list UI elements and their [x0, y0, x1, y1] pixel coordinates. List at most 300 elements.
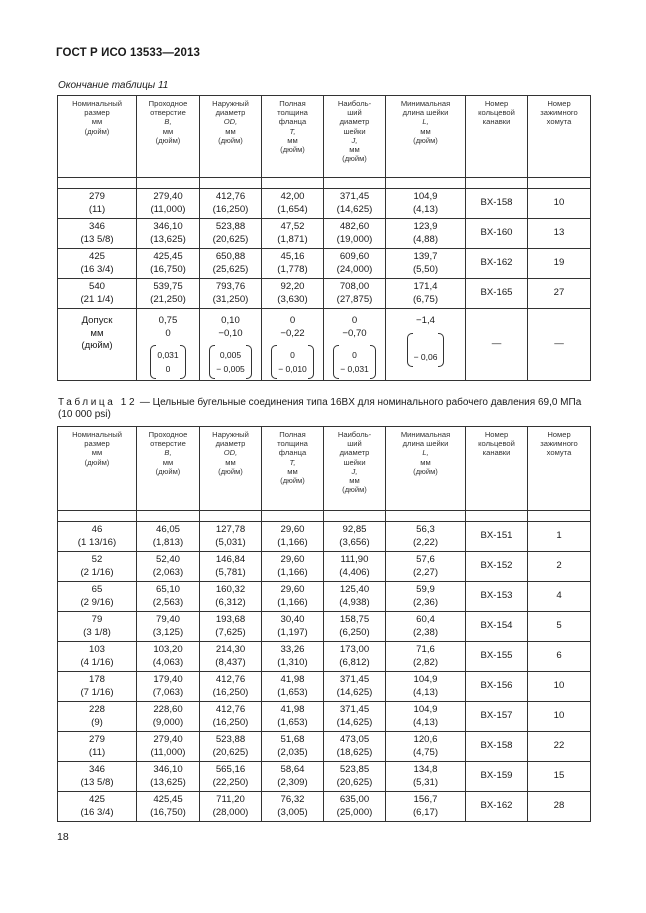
tolerance-bottom: −0,22: [280, 327, 305, 339]
cell-line: (6,812): [339, 656, 370, 668]
cell-l: [386, 762, 466, 792]
cell-clamp: [528, 672, 591, 702]
cell-t: [262, 702, 324, 732]
cell-line: 523,85: [339, 764, 370, 775]
column-header: [58, 427, 137, 511]
cell-j: [324, 702, 386, 732]
cell-line: (4,938): [339, 596, 370, 608]
cell-line: 79: [91, 614, 103, 625]
cell-line: 58,64: [280, 764, 305, 775]
header-text: Номер: [547, 430, 571, 439]
header-text: отверстие: [150, 108, 186, 118]
inch-tolerance-bracket: [150, 345, 185, 379]
cell-line: (4 1/16): [80, 656, 114, 668]
tolerance-top: 0,10: [221, 315, 240, 326]
cell-line: (6,312): [215, 596, 246, 608]
cell-od: [200, 219, 262, 249]
cell-line: 30,40: [280, 614, 305, 625]
cell-line: 57,6: [416, 554, 435, 565]
cell-size: [58, 522, 137, 552]
header-text: L,: [422, 448, 429, 458]
cell-ring: [466, 249, 528, 279]
cell-value: BX-158: [480, 197, 513, 209]
cell-line: 371,45: [339, 704, 370, 715]
column-header: [262, 96, 324, 178]
cell-value: 13: [553, 227, 565, 239]
table2-caption-prefix: Таблица 12: [58, 397, 138, 408]
cell-line: 346: [88, 221, 105, 232]
cell-line: (1,871): [277, 233, 308, 245]
cell-line: 56,3: [416, 524, 435, 535]
spacer-cell: [58, 511, 137, 522]
cell-line: (5,50): [412, 263, 439, 275]
cell-line: 425: [88, 794, 105, 805]
cell-clamp: [528, 249, 591, 279]
cell-value: 5: [556, 620, 562, 632]
cell-line: 156,7: [413, 794, 438, 805]
cell-line: (21,250): [150, 293, 186, 305]
cell-t: [262, 582, 324, 612]
header-text: шейки: [343, 457, 366, 467]
cell-b: [137, 279, 200, 309]
header-text: Минимальная: [400, 430, 451, 439]
tolerance-bottom: −0,10: [218, 327, 243, 339]
cell-size: [58, 702, 137, 732]
cell-value: 2: [556, 560, 562, 572]
cell-ring: [466, 552, 528, 582]
cell-line: (2,22): [412, 536, 439, 548]
cell-line: (14,625): [336, 716, 373, 728]
cell-line: (16,750): [150, 263, 186, 275]
cell-line: 104,9: [413, 191, 438, 202]
cell-line: (20,625): [212, 233, 249, 245]
column-header: [466, 427, 528, 511]
cell-l: [386, 702, 466, 732]
cell-line: 565,16: [215, 764, 246, 775]
cell-value: BX-158: [480, 740, 513, 752]
table-11-continuation: [57, 95, 591, 381]
cell-clamp: [528, 792, 591, 822]
cell-line: 793,76: [215, 281, 246, 292]
cell-value: BX-156: [480, 680, 513, 692]
cell-b: [137, 552, 200, 582]
cell-line: 412,76: [215, 191, 246, 202]
cell-line: 173,00: [339, 644, 370, 655]
cell-line: (7 1/16): [80, 686, 114, 698]
cell-j: [324, 249, 386, 279]
header-text: J,: [351, 135, 358, 145]
column-header: [466, 96, 528, 178]
column-header: [137, 427, 200, 511]
spacer-row: [58, 511, 591, 522]
cell-line: 103,20: [153, 644, 183, 655]
cell-size: [58, 249, 137, 279]
cell-line: 346: [88, 764, 105, 775]
cell-line: (2 9/16): [80, 596, 114, 608]
cell-size: [58, 219, 137, 249]
cell-clamp: [528, 552, 591, 582]
cell-clamp: [528, 582, 591, 612]
cell-line: 425,45: [153, 251, 183, 262]
cell-line: (13 5/8): [80, 776, 114, 788]
header-text: Наиболь-: [337, 99, 372, 108]
table-row: [58, 189, 591, 219]
cell-line: 178: [88, 674, 105, 685]
cell-line: 279: [88, 191, 105, 202]
header-text: шейки: [343, 126, 366, 136]
cell-clamp: [528, 522, 591, 552]
cell-line: (4,88): [412, 233, 439, 245]
cell-j: [324, 522, 386, 552]
cell-value: 6: [556, 650, 562, 662]
cell-line: (11,000): [150, 203, 186, 215]
cell-line: 52,40: [155, 554, 180, 565]
header-text: Полная: [279, 99, 306, 108]
cell-od: [200, 612, 262, 642]
cell-line: (3,125): [152, 626, 184, 638]
cell-line: (19,000): [336, 233, 373, 245]
cell-line: (4,13): [412, 203, 439, 215]
cell-line: 279,40: [153, 734, 183, 745]
cell-j: [324, 552, 386, 582]
cell-line: (13 5/8): [80, 233, 114, 245]
table-row: [58, 762, 591, 792]
header-text: Проходное: [148, 430, 188, 439]
header-text: L,: [422, 117, 429, 127]
cell-line: 412,76: [215, 674, 246, 685]
cell-b: [137, 642, 200, 672]
cell-size: [58, 762, 137, 792]
cell-line: 708,00: [339, 281, 370, 292]
cell-clamp: [528, 219, 591, 249]
cell-clamp: [528, 702, 591, 732]
cell-ring: [466, 522, 528, 552]
cell-ring: [466, 762, 528, 792]
cell-value: 27: [553, 287, 565, 299]
column-header: [528, 96, 591, 178]
cell-size: [58, 612, 137, 642]
column-header: [137, 96, 200, 178]
table-row: [58, 219, 591, 249]
table2-caption-text: — Цельные бугельные соединения типа 16BX для номинального рабочего давления 69,0 МПа (10 000 psi): [58, 397, 582, 420]
cell-line: (2,563): [152, 596, 184, 608]
cell-j: [324, 762, 386, 792]
cell-line: 609,60: [339, 251, 370, 262]
cell-line: 45,16: [280, 251, 305, 262]
table-row: [58, 642, 591, 672]
cell-line: 279: [88, 734, 105, 745]
header-text: (дюйм): [342, 485, 367, 495]
cell-value: BX-151: [480, 530, 513, 542]
cell-t: [262, 219, 324, 249]
spacer-cell: [262, 511, 324, 522]
cell-od: [200, 732, 262, 762]
inch-tolerance-bracket: [271, 345, 314, 379]
cell-j: [324, 279, 386, 309]
header-text: Минимальная: [400, 99, 451, 108]
cell-line: (2,38): [412, 626, 439, 638]
cell-value: BX-155: [480, 650, 513, 662]
cell-clamp: [528, 642, 591, 672]
cell-j: [324, 189, 386, 219]
table-row: [58, 702, 591, 732]
cell-line: 179,40: [153, 674, 183, 685]
tolerance-label: [58, 309, 137, 381]
column-header: [528, 427, 591, 511]
spacer-cell: [324, 178, 386, 189]
cell-t: [262, 672, 324, 702]
cell-l: [386, 189, 466, 219]
header-text: (дюйм): [342, 154, 367, 164]
header-text: кольцевой: [478, 439, 515, 449]
header-text: мм: [349, 476, 360, 486]
cell-b: [137, 189, 200, 219]
tolerance-top: 0: [289, 315, 296, 326]
inch-tolerance-bracket: [333, 345, 376, 379]
header-text: Номинальный: [72, 99, 122, 108]
header-text: Наружный: [212, 430, 249, 439]
cell-line: 158,75: [339, 614, 370, 625]
cell-line: 123,9: [413, 221, 438, 232]
header-row: [58, 96, 591, 178]
cell-line: 59,9: [416, 584, 435, 595]
header-text: (дюйм): [155, 466, 181, 476]
cell-line: (16 3/4): [80, 263, 114, 275]
cell-line: 65: [91, 584, 103, 595]
cell-line: (5,031): [215, 536, 246, 548]
spacer-cell: [466, 511, 528, 522]
cell-value: BX-160: [480, 227, 513, 239]
cell-t: [262, 792, 324, 822]
cell-ring: [466, 612, 528, 642]
cell-line: 79,40: [155, 614, 180, 625]
cell-b: [137, 702, 200, 732]
cell-t: [262, 279, 324, 309]
header-text: Наиболь-: [337, 430, 372, 439]
header-text: (дюйм): [84, 126, 110, 136]
header-text: размер: [84, 439, 110, 449]
cell-line: (27,875): [336, 293, 373, 305]
cell-line: 523,88: [215, 734, 246, 745]
table1-caption: Окончание таблицы 11: [58, 80, 169, 91]
cell-line: (6,250): [339, 626, 370, 638]
header-text: (дюйм): [413, 466, 438, 476]
cell-line: 539,75: [153, 281, 183, 292]
header-text: T,: [289, 126, 296, 136]
cell-line: 425,45: [153, 794, 183, 805]
cell-value: 15: [553, 770, 565, 782]
header-text: Номинальный: [72, 430, 122, 439]
cell-line: (1,653): [277, 686, 308, 698]
cell-line: (2,063): [152, 566, 184, 578]
cell-clamp: [528, 279, 591, 309]
cell-od: [200, 552, 262, 582]
cell-line: (1,813): [152, 536, 184, 548]
header-text: кольцевой: [478, 108, 515, 118]
header-text: B,: [164, 117, 172, 127]
cell-line: 346,10: [153, 764, 183, 775]
cell-size: [58, 279, 137, 309]
header-text: мм: [420, 126, 431, 136]
tolerance-label-line: Допуск: [81, 315, 113, 326]
cell-l: [386, 249, 466, 279]
tolerance-label-line: (дюйм): [81, 340, 113, 351]
column-header: [200, 427, 262, 511]
tolerance-bottom: −0,70: [342, 327, 367, 339]
cell-line: (16,250): [212, 716, 249, 728]
cell-line: 371,45: [339, 191, 370, 202]
spacer-cell: [137, 511, 200, 522]
cell-value: BX-165: [480, 287, 513, 299]
cell-value: BX-154: [480, 620, 513, 632]
cell-clamp: [528, 762, 591, 792]
cell-value: 28: [553, 800, 565, 812]
spacer-cell: [324, 511, 386, 522]
cell-od: [200, 189, 262, 219]
header-text: Номер: [484, 99, 509, 108]
header-text: мм: [162, 126, 174, 136]
cell-b: [137, 219, 200, 249]
header-text: ший: [347, 439, 362, 449]
cell-line: (24,000): [336, 263, 373, 275]
cell-size: [58, 672, 137, 702]
cell-line: 540: [88, 281, 105, 292]
paren-bottom: − 0,010: [278, 364, 307, 374]
cell-line: (3,656): [339, 536, 370, 548]
cell-j: [324, 612, 386, 642]
cell-line: (8,437): [215, 656, 246, 668]
cell-line: 473,05: [339, 734, 370, 745]
cell-line: (2,309): [277, 776, 308, 788]
table-row: [58, 552, 591, 582]
tolerance-ring: [466, 309, 528, 381]
table-row: [58, 582, 591, 612]
cell-line: 635,00: [339, 794, 370, 805]
cell-line: 51,68: [280, 734, 305, 745]
cell-line: (1,166): [277, 566, 308, 578]
cell-j: [324, 582, 386, 612]
cell-line: (2,82): [412, 656, 439, 668]
tolerance-top: −1,4: [416, 315, 435, 326]
column-header: [386, 427, 466, 511]
cell-j: [324, 219, 386, 249]
cell-od: [200, 672, 262, 702]
cell-line: (5,31): [412, 776, 439, 788]
paren-bottom: − 0,005: [216, 364, 245, 374]
paren-bottom: − 0,031: [340, 364, 369, 374]
inch-tolerance-bracket: [209, 345, 252, 379]
cell-line: (25,000): [336, 806, 373, 818]
header-text: (дюйм): [280, 145, 305, 155]
column-header: [324, 427, 386, 511]
cell-size: [58, 642, 137, 672]
spacer-cell: [200, 511, 262, 522]
header-text: T,: [289, 457, 296, 467]
cell-line: 650,88: [215, 251, 246, 262]
cell-j: [324, 672, 386, 702]
cell-t: [262, 732, 324, 762]
header-text: мм: [225, 457, 236, 467]
cell-line: 171,4: [413, 281, 438, 292]
cell-value: BX-152: [480, 560, 513, 572]
tolerance-top: 0: [351, 315, 358, 326]
cell-line: (1 13/16): [77, 536, 117, 548]
cell-line: 160,32: [215, 584, 246, 595]
tolerance-clamp: [528, 309, 591, 381]
cell-line: 111,90: [340, 554, 369, 565]
table-row: [58, 522, 591, 552]
cell-line: (31,250): [212, 293, 249, 305]
column-header: [324, 96, 386, 178]
tolerance-l: [386, 309, 466, 381]
cell-t: [262, 249, 324, 279]
page-number: 18: [57, 831, 69, 843]
header-text: мм: [162, 457, 174, 467]
cell-line: (13,625): [150, 233, 186, 245]
cell-line: 482,60: [339, 221, 370, 232]
tolerance-b: [137, 309, 200, 381]
document-header: ГОСТ Р ИСО 13533—2013: [56, 47, 201, 59]
header-text: (дюйм): [155, 135, 181, 145]
header-text: зажимного: [540, 439, 578, 449]
cell-od: [200, 249, 262, 279]
cell-line: (16,750): [150, 806, 186, 818]
cell-line: (25,625): [212, 263, 249, 275]
cell-line: (16 3/4): [80, 806, 114, 818]
cell-t: [262, 612, 324, 642]
cell-line: (1,778): [277, 263, 308, 275]
cell-line: (13,625): [150, 776, 186, 788]
inch-tolerance-bracket: [407, 333, 445, 367]
cell-size: [58, 582, 137, 612]
header-text: хомута: [546, 117, 572, 127]
header-text: хомута: [546, 448, 572, 458]
cell-value: 4: [556, 590, 562, 602]
cell-b: [137, 522, 200, 552]
spacer-cell: [386, 178, 466, 189]
cell-size: [58, 732, 137, 762]
header-text: Наружный: [212, 99, 249, 108]
cell-line: 92,20: [280, 281, 305, 292]
cell-line: (16,250): [212, 203, 249, 215]
table-row: [58, 279, 591, 309]
cell-l: [386, 642, 466, 672]
header-text: (дюйм): [218, 466, 243, 476]
cell-line: (4,75): [412, 746, 439, 758]
table2-caption: [58, 397, 588, 421]
cell-t: [262, 522, 324, 552]
header-text: (дюйм): [218, 135, 243, 145]
cell-line: (4,13): [412, 686, 439, 698]
header-text: B,: [164, 448, 172, 458]
tolerance-row: [58, 309, 591, 381]
paren-top: [414, 336, 438, 350]
cell-line: (1,166): [277, 596, 308, 608]
cell-ring: [466, 219, 528, 249]
cell-line: 146,84: [215, 554, 246, 565]
spacer-cell: [137, 178, 200, 189]
cell-l: [386, 612, 466, 642]
header-text: мм: [287, 466, 298, 476]
cell-line: (11): [88, 203, 106, 215]
header-text: длина шейки: [402, 108, 449, 118]
cell-clamp: [528, 189, 591, 219]
cell-line: 71,6: [416, 644, 435, 655]
cell-line: 134,8: [413, 764, 438, 775]
cell-t: [262, 189, 324, 219]
cell-line: 127,78: [215, 524, 246, 535]
table-row: [58, 792, 591, 822]
